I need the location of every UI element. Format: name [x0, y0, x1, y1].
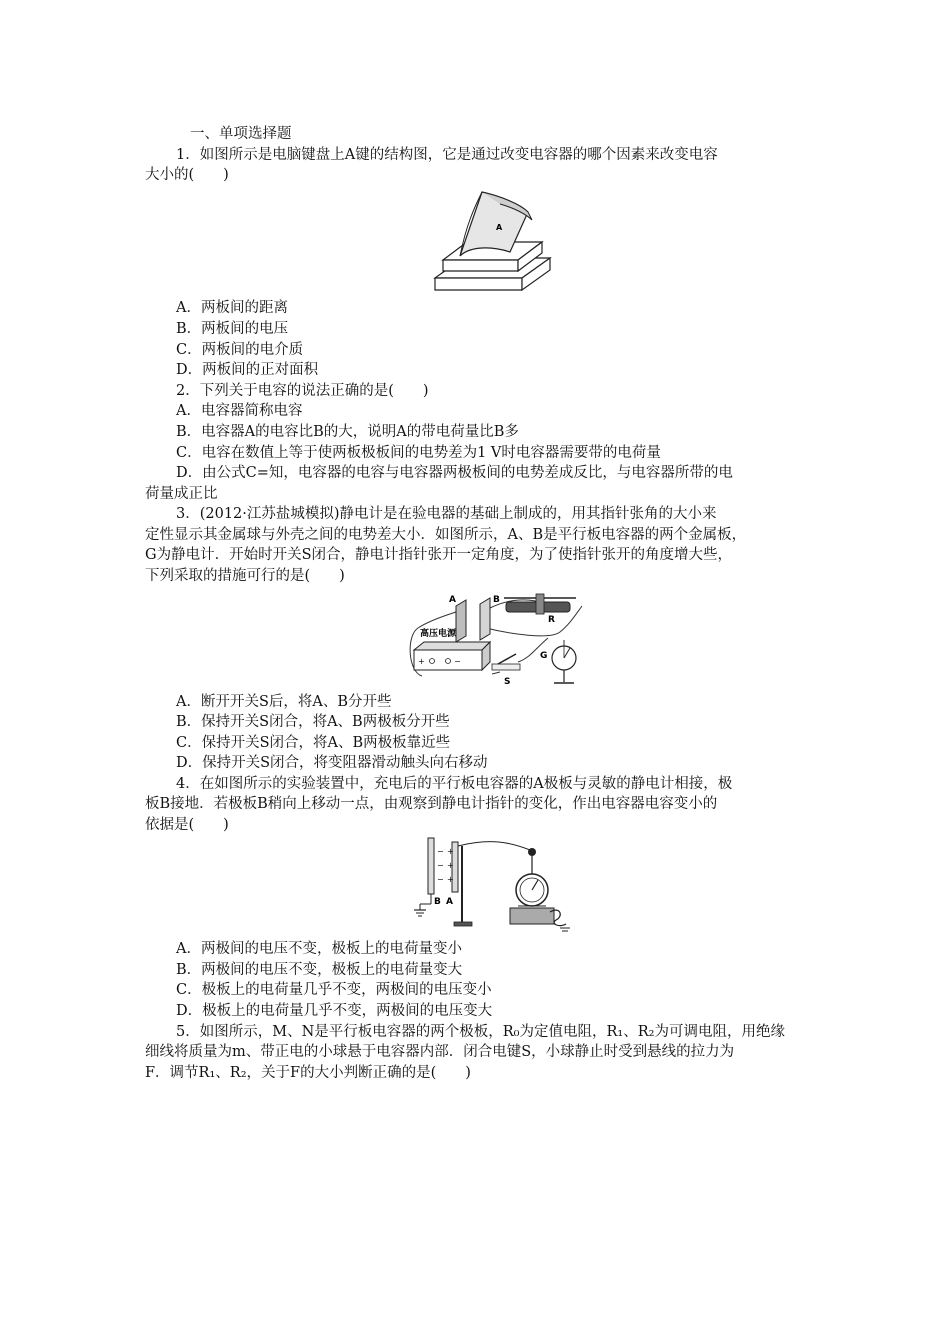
q1-option-b: B．两板间的电压	[176, 321, 289, 337]
svg-text:+: +	[447, 861, 454, 870]
keyboard-key-figure	[430, 186, 560, 298]
plate-a-label: A	[446, 897, 453, 907]
svg-text:−: −	[437, 861, 444, 870]
q3-option-d: D．保持开关S闭合，将变阻器滑动触头向右移动	[176, 755, 488, 771]
section-title: 一、单项选择题	[190, 126, 292, 142]
q2-option-c: C．电容在数值上等于使两板极板间的电势差为1 V时电容器需要带的电荷量	[176, 445, 661, 461]
q1-option-a: A．两板间的距离	[176, 300, 288, 316]
q4-stem-line-3: 依据是( )	[145, 817, 229, 833]
q3-stem-line-2: 定性显示其金属球与外壳之间的电势差大小．如图所示，A、B是平行板电容器的两个金属板，	[145, 527, 747, 543]
q3-option-a: A．断开开关S后，将A、B分开些	[176, 694, 392, 710]
key-label-a: A	[496, 223, 503, 232]
q4-option-a: A．两极间的电压不变，极板上的电荷量变小	[176, 941, 462, 957]
q3-stem-line-3: G为静电计．开始时开关S闭合，静电计指针张开一定角度，为了使指针张开的角度增大些，	[145, 547, 733, 563]
svg-text:+: +	[447, 875, 454, 884]
q4-option-c: C．极板上的电荷量几乎不变，两极间的电压变小	[176, 982, 492, 998]
electrometer-label: G	[540, 651, 548, 661]
q4-option-b: B．两极间的电压不变，极板上的电荷量变大	[176, 962, 463, 978]
q3-option-b: B．保持开关S闭合，将A、B两极板分开些	[176, 714, 450, 730]
q4-stem-line-1: 4．在如图所示的实验装置中，充电后的平行板电容器的A极板与灵敏的静电计相接，极	[176, 776, 733, 792]
plate-b-label: B	[434, 897, 441, 907]
source-label: 高压电源	[420, 629, 457, 639]
q5-stem-line-1: 5．如图所示，M、N是平行板电容器的两个极板，R₀为定值电阻，R₁、R₂为可调电阻，用绝缘	[176, 1024, 785, 1040]
q2-stem: 2．下列关于电容的说法正确的是( )	[176, 383, 429, 399]
q4-option-d: D．极板上的电荷量几乎不变，两极间的电压变大	[176, 1003, 493, 1019]
q5-stem-line-2: 细线将质量为m、带正电的小球悬于电容器内部．闭合电键S，小球静止时受到悬线的拉力为	[145, 1044, 735, 1060]
q1-option-c: C．两板间的电介质	[176, 342, 304, 358]
q1-stem-line-2: 大小的( )	[145, 167, 229, 183]
q3-option-c: C．保持开关S闭合，将A、B两极板靠近些	[176, 735, 451, 751]
plate-b-label: B	[493, 595, 500, 605]
plate-a-label: A	[449, 595, 456, 605]
rheostat-label: R	[548, 615, 555, 625]
q2-option-d: D．由公式C=知，电容器的电容与电容器两极板间的电势差成反比，与电容器所带的电	[176, 465, 733, 481]
q1-stem-line-1: 1．如图所示是电脑键盘上A键的结构图，它是通过改变电容器的哪个因素来改变电容	[176, 147, 718, 163]
svg-text:−: −	[437, 875, 444, 884]
switch-label: S	[504, 677, 511, 687]
q5-stem-line-3: F．调节R₁、R₂，关于F的大小判断正确的是( )	[145, 1065, 471, 1081]
q3-stem-line-4: 下列采取的措施可行的是( )	[145, 568, 345, 584]
q4-stem-line-2: 板B接地．若极板B稍向上移动一点，由观察到静电计指针的变化，作出电容器电容变小的	[145, 796, 718, 812]
capacitor-electrometer-figure	[410, 832, 570, 936]
svg-text:+: +	[447, 847, 454, 856]
minus-label: −	[454, 657, 461, 666]
q2-option-b: B．电容器A的电容比B的大，说明A的带电荷量比B多	[176, 424, 519, 440]
q2-option-d-cont: 荷量成正比	[145, 486, 218, 502]
q3-stem-line-1: 3．(2012·江苏盐城模拟)静电计是在验电器的基础上制成的，用其指针张角的大小来	[176, 506, 717, 522]
svg-text:−: −	[437, 847, 444, 856]
q2-option-a: A．电容器简称电容	[176, 403, 303, 419]
q1-option-d: D．两板间的正对面积	[176, 362, 319, 378]
plus-label: +	[418, 657, 425, 666]
electrometer-circuit-figure	[400, 588, 600, 690]
